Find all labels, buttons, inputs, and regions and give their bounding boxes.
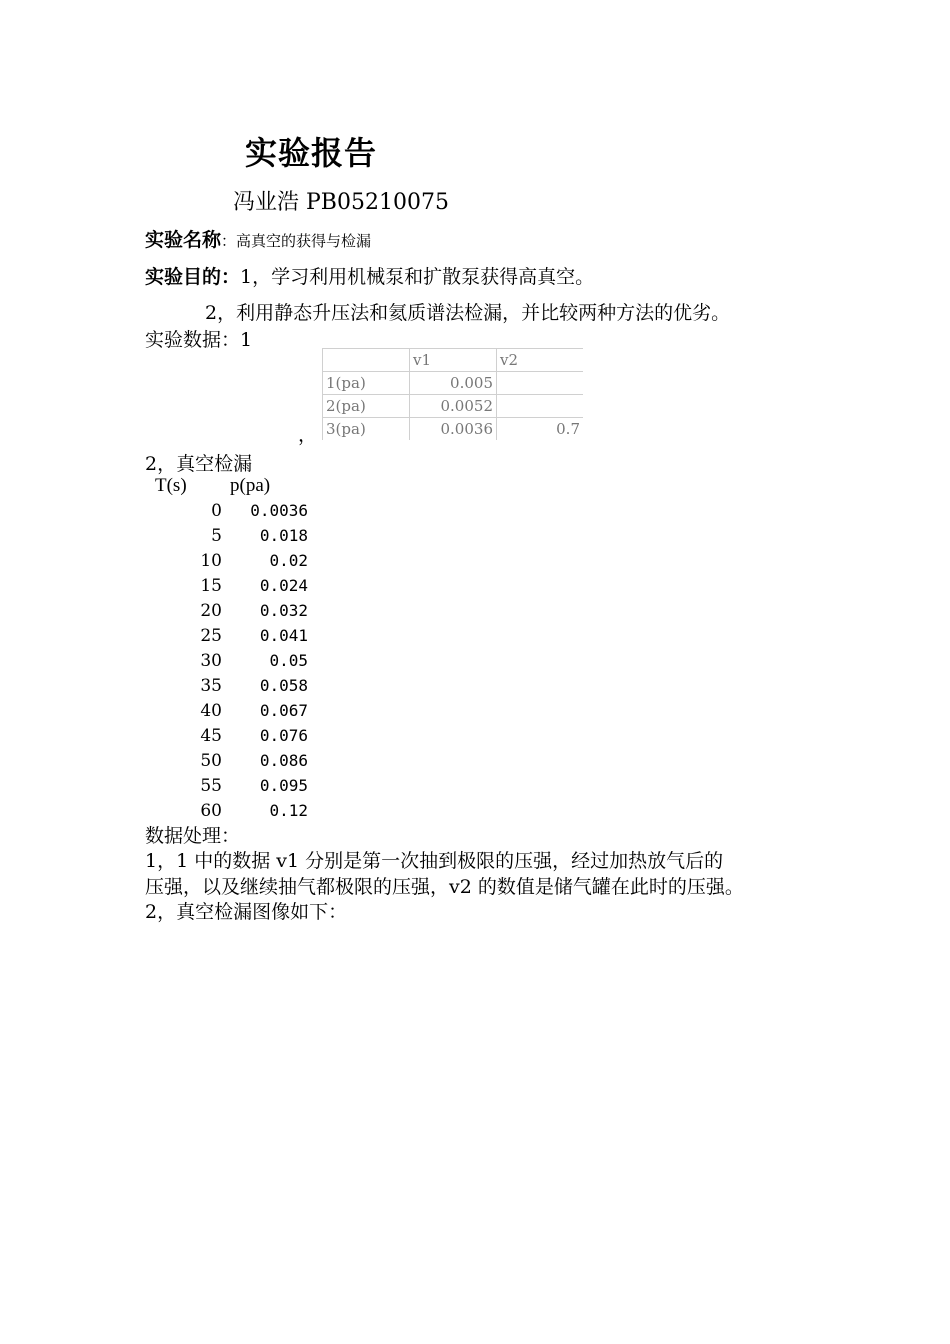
time-cell: 60 (200, 800, 222, 821)
table-header-row (323, 349, 584, 372)
time-cell: 40 (200, 700, 222, 721)
purpose-item-1: 1，学习利用机械泵和扩散泵获得高真空。 (240, 266, 595, 288)
time-cell: 10 (200, 550, 222, 571)
table-cell: v2 (497, 349, 584, 372)
time-cell: 0 (211, 500, 222, 521)
experiment-name-line (145, 225, 371, 252)
pressure-cell: 0.095 (259, 776, 308, 795)
table-row (150, 773, 308, 798)
processing-item-1b: 压强，以及继续抽气都极限的压强，v2 的数值是储气罐在此时的压强。 (145, 876, 744, 898)
data-table-1 (322, 348, 583, 440)
processing-item-1a: 1，1 中的数据 v1 分别是第一次抽到极限的压强，经过加热放气后的 (145, 850, 724, 872)
table-cell (323, 349, 410, 372)
time-cell: 5 (211, 525, 222, 546)
pressure-cell: 0.032 (259, 601, 308, 620)
pressure-cell: 0.024 (259, 576, 308, 595)
purpose-label: 实验目的： (145, 266, 241, 288)
table-cell: 0.0052 (410, 395, 497, 418)
purpose-line-1 (145, 262, 594, 289)
data-label: 实验数据：1 (145, 329, 253, 351)
table-row (150, 798, 308, 823)
experiment-name-value: ：高真空的获得与检漏 (221, 232, 372, 250)
time-cell: 30 (200, 650, 222, 671)
table-row (150, 623, 308, 648)
table-cell: 2(pa) (323, 395, 410, 418)
table-row (150, 498, 308, 523)
purpose-item-2: 2，利用静态升压法和氦质谱法检漏，并比较两种方法的优劣。 (205, 302, 731, 324)
experiment-name-label: 实验名称 (145, 229, 222, 251)
pressure-cell: 0.12 (269, 801, 308, 820)
table-row (150, 723, 308, 748)
processing-item-2: 2，真空检漏图像如下： (145, 901, 348, 923)
table-cell (497, 372, 584, 395)
pressure-cell: 0.086 (259, 751, 308, 770)
table-header-row (150, 473, 308, 498)
pressure-cell: 0.018 (259, 526, 308, 545)
table-row (323, 395, 584, 418)
time-cell: 25 (200, 625, 222, 646)
table-row (150, 698, 308, 723)
comma-mark: ， (298, 424, 318, 446)
table-row (150, 598, 308, 623)
table-cell (497, 395, 584, 418)
pressure-cell: 0.0036 (250, 501, 308, 520)
table-row (323, 372, 584, 395)
pressure-cell: 0.076 (259, 726, 308, 745)
time-cell: 20 (200, 600, 222, 621)
section-2-label: 2，真空检漏 (145, 453, 253, 475)
table-row (150, 523, 308, 548)
report-title: 实验报告 (245, 134, 378, 172)
pressure-cell: 0.05 (269, 651, 308, 670)
table-cell: 3(pa) (323, 418, 410, 441)
time-cell: 50 (200, 750, 222, 771)
time-cell: 35 (200, 675, 222, 696)
table-cell: 0.005 (410, 372, 497, 395)
data-table-2 (150, 473, 308, 823)
table-row (150, 648, 308, 673)
time-cell: 55 (200, 775, 222, 796)
time-cell: 45 (200, 725, 222, 746)
table-header-cell: T(s) (155, 474, 187, 496)
table-row (150, 548, 308, 573)
pressure-cell: 0.02 (269, 551, 308, 570)
pressure-cell: 0.058 (259, 676, 308, 695)
table-cell: v1 (410, 349, 497, 372)
time-cell: 15 (200, 575, 222, 596)
table-row (323, 418, 584, 441)
table-cell: 1(pa) (323, 372, 410, 395)
table-cell: 0.7 (556, 420, 580, 438)
author-line: 冯业浩 PB05210075 (233, 190, 449, 215)
pressure-cell: 0.041 (259, 626, 308, 645)
processing-label: 数据处理： (145, 825, 241, 847)
table-row (150, 673, 308, 698)
table-row (150, 748, 308, 773)
table-cell: 0.0036 (410, 418, 497, 441)
table-row (150, 573, 308, 598)
pressure-cell: 0.067 (259, 701, 308, 720)
table-header-cell: p(pa) (230, 474, 271, 496)
